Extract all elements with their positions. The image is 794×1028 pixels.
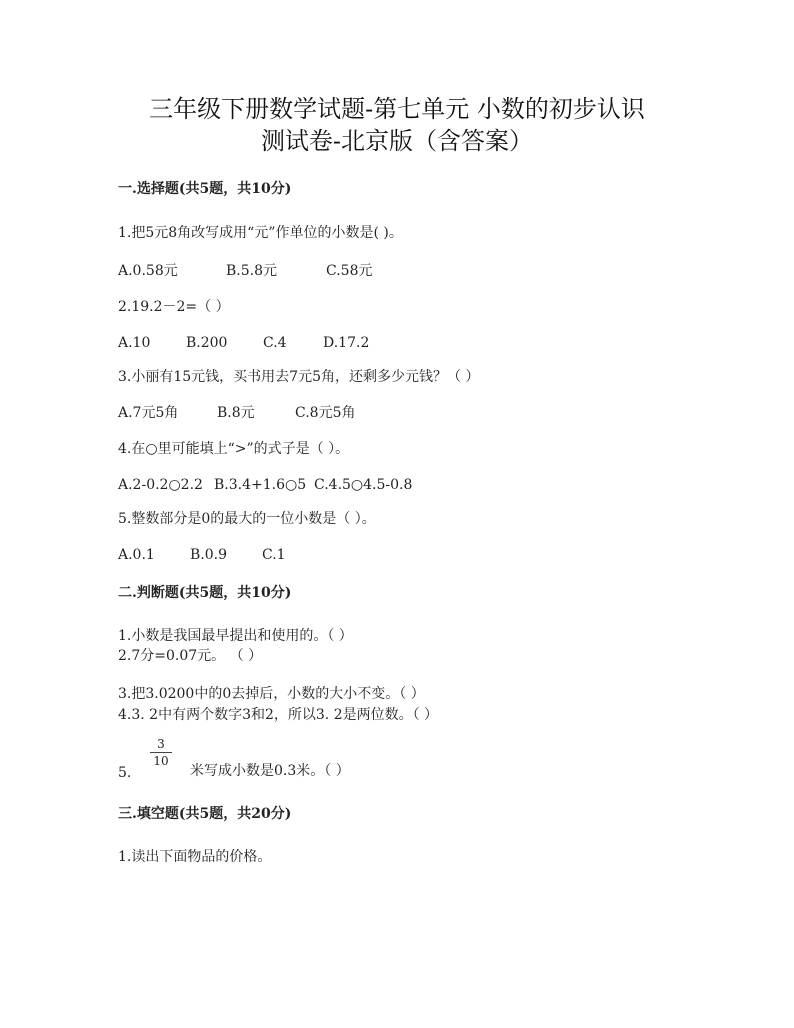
question-4-option-b: B.3.4+1.6○5 [214, 477, 307, 493]
fraction-three-tenths [150, 737, 172, 768]
question-5-options [118, 546, 286, 564]
question-1-text: 1.把5元8角改写成用“元”作单位的小数是( )。 [118, 225, 403, 241]
fraction-numerator: 3 [157, 737, 165, 751]
question-2-option-d: D.17.2 [323, 335, 370, 351]
question-3-option-b: B.8元 [217, 405, 255, 421]
question-1-option-c: C.58元 [326, 263, 373, 279]
question-3-option-a: A.7元5角 [118, 405, 179, 421]
question-4-text: 4.在○里可能填上“>”的式子是（ ）。 [118, 441, 350, 457]
question-2-options [118, 334, 369, 352]
judge-item-3: 3.把3.0200中的0去掉后，小数的大小不变。（ ） [118, 686, 425, 702]
question-3-option-c: C.8元5角 [295, 405, 356, 421]
section-heading-choice: 一.选择题(共5题，共10分) [118, 181, 292, 197]
judge-item-2: 2.7分=0.07元。 （ ） [118, 648, 263, 664]
section-heading-true-false: 二.判断题(共5题，共10分) [118, 585, 292, 601]
question-5-option-c: C.1 [262, 547, 286, 563]
fill-item-1: 1.读出下面物品的价格。 [118, 849, 272, 865]
question-3-text: 3.小丽有15元钱，买书用去7元5角，还剩多少元钱？（ ） [118, 369, 480, 385]
page-title-line-2: 测试卷-北京版（含答案） [260, 127, 534, 155]
question-2-text: 2.19.2－2=（ ） [118, 299, 230, 315]
page-title-line-1: 三年级下册数学试题-第七单元 小数的初步认识 [149, 95, 645, 123]
question-4-options [118, 476, 412, 494]
question-1-options [118, 262, 372, 280]
question-5-option-b: B.0.9 [190, 547, 228, 563]
question-3-options [118, 404, 355, 422]
fraction-denominator: 10 [153, 754, 169, 768]
section-heading-fill-blank: 三.填空题(共5题，共20分) [118, 806, 292, 822]
question-2-option-b: B.200 [186, 335, 228, 351]
question-5-text: 5.整数部分是0的最大的一位小数是（ ）。 [118, 511, 376, 527]
fraction-bar [150, 752, 172, 753]
question-4-option-c: C.4.5○4.5-0.8 [314, 477, 413, 493]
question-1-option-a: A.0.58元 [118, 263, 178, 279]
question-2-option-c: C.4 [263, 335, 287, 351]
judge-item-4: 4.3. 2中有两个数字3和2，所以3. 2是两位数。（ ） [118, 707, 439, 723]
judge-item-5-number: 5. [118, 765, 132, 781]
question-1-option-b: B.5.8元 [226, 263, 278, 279]
question-4-option-a: A.2-0.2○2.2 [118, 477, 203, 493]
question-5-option-a: A.0.1 [118, 547, 155, 563]
judge-item-5-text: 米写成小数是0.3米。（ ） [190, 763, 350, 779]
judge-item-1: 1.小数是我国最早提出和使用的。（ ） [118, 628, 353, 644]
question-2-option-a: A.10 [118, 335, 151, 351]
